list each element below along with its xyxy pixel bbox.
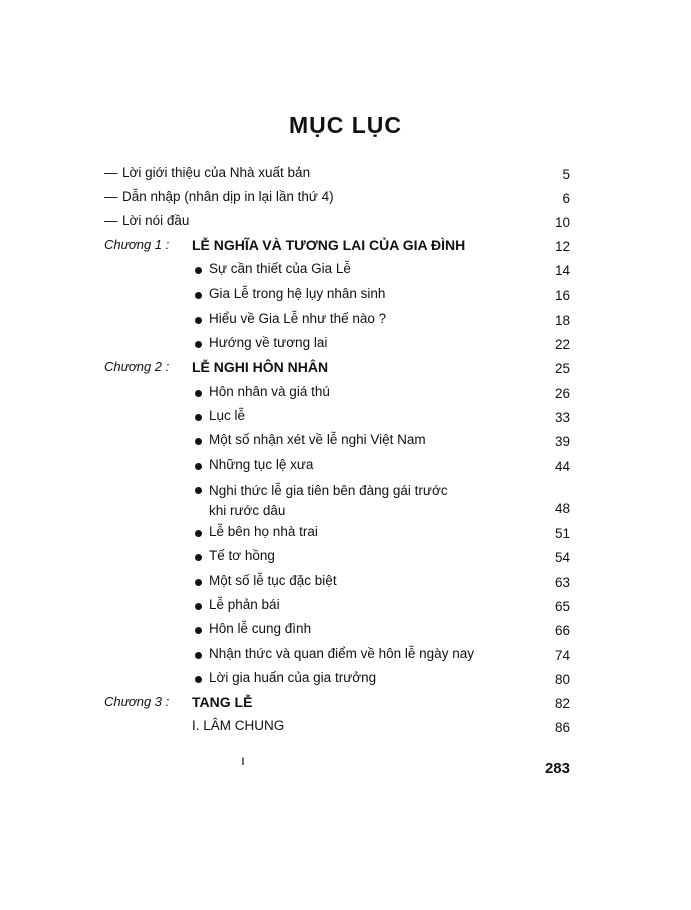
bullet-icon [195, 676, 202, 683]
page-number: 44 [554, 459, 570, 474]
bullet-icon [195, 579, 202, 586]
chapter-heading [0, 235, 691, 259]
toc-item [0, 430, 691, 454]
item-title: Sự cần thiết của Gia Lễ [209, 261, 351, 276]
section-title: I. LÂM CHUNG [192, 718, 285, 733]
bullet-icon [195, 317, 202, 324]
item-title: Nhận thức và quan điểm về hôn lễ ngày nay [209, 646, 474, 661]
toc-item [0, 595, 691, 619]
item-title: Gia Lễ trong hệ lụy nhân sinh [209, 286, 386, 301]
page-number: 63 [554, 575, 570, 590]
toc-entry [0, 187, 691, 211]
toc-item [0, 479, 691, 521]
entry-title: Lời giới thiệu của Nhà xuất bản [122, 165, 311, 180]
toc-item [0, 333, 691, 357]
page-number: 25 [554, 361, 570, 376]
item-title: Một số lễ tục đặc biệt [209, 573, 337, 588]
item-title: Những tục lệ xưa [209, 457, 314, 472]
bullet-icon [195, 530, 202, 537]
item-title: Hiểu về Gia Lễ như thế nào ? [209, 311, 387, 326]
chapter-label: Chương 2 : [104, 359, 170, 374]
folio-page-number: 283 [544, 760, 570, 777]
item-title-line-1: Nghi thức lễ gia tiên bên đàng gái trước [209, 483, 448, 498]
page-number: 82 [554, 696, 570, 711]
bullet-icon [195, 554, 202, 561]
bullet-icon [195, 341, 202, 348]
item-title: Hướng về tương lai [209, 335, 328, 350]
toc-item [0, 668, 691, 692]
item-title: Tế tơ hồng [209, 548, 275, 563]
bullet-icon [195, 267, 202, 274]
page-number: 22 [554, 337, 570, 352]
page-number: 74 [554, 648, 570, 663]
toc-item [0, 309, 691, 333]
item-title: Một số nhận xét về lễ nghi Việt Nam [209, 432, 426, 447]
page-number: 66 [554, 623, 570, 638]
item-title: Lục lễ [209, 408, 246, 423]
page-number: 48 [554, 501, 570, 516]
bullet-icon [195, 292, 202, 299]
page-number: 80 [554, 672, 570, 687]
page-title: MỤC LỤC [288, 112, 403, 138]
item-title: Hôn lễ cung đình [209, 621, 312, 636]
dash: — [104, 213, 118, 228]
entry-title: Dẫn nhập (nhân dịp in lại lần thứ 4) [122, 189, 334, 204]
dash: — [104, 189, 118, 204]
chapter-title: TANG LỄ [192, 694, 253, 710]
bullet-icon [195, 487, 202, 494]
chapter-label: Chương 1 : [104, 237, 170, 252]
page-number: 6 [562, 191, 570, 206]
page-number: 18 [554, 313, 570, 328]
page-number: 65 [554, 599, 570, 614]
chapter-title: LỄ NGHI HÔN NHÂN [192, 359, 329, 375]
bullet-icon [195, 390, 202, 397]
bullet-icon [195, 652, 202, 659]
toc-item [0, 546, 691, 570]
chapter-label: Chương 3 : [104, 694, 170, 709]
page-number: 26 [554, 386, 570, 401]
page-number: 10 [554, 215, 570, 230]
page-number: 16 [554, 288, 570, 303]
dash: — [104, 165, 118, 180]
chapter-title: LỄ NGHĨA VÀ TƯƠNG LAI CỦA GIA ĐÌNH [192, 237, 466, 253]
item-title: Lễ bên họ nhà trai [209, 524, 318, 539]
item-title [209, 481, 448, 521]
toc-item [0, 284, 691, 308]
item-title: Lời gia huấn của gia trưởng [209, 670, 377, 685]
bullet-icon [195, 438, 202, 445]
toc-item [0, 619, 691, 643]
page-number: 5 [562, 167, 570, 182]
toc-item [0, 382, 691, 406]
bullet-icon [195, 463, 202, 470]
toc-item [0, 644, 691, 668]
page-number: 14 [554, 263, 570, 278]
page-number: 12 [554, 239, 570, 254]
page-number: 51 [554, 526, 570, 541]
chapter-heading [0, 357, 691, 381]
toc-item [0, 406, 691, 430]
chapter-heading [0, 692, 691, 716]
item-title-line-2: khi rước dâu [209, 503, 286, 518]
toc-entry [0, 211, 691, 235]
toc-entry [0, 163, 691, 187]
stray-mark: ı [241, 752, 245, 768]
toc-item [0, 716, 691, 740]
toc-item [0, 522, 691, 546]
toc-item [0, 455, 691, 479]
page-number: 86 [554, 720, 570, 735]
bullet-icon [195, 627, 202, 634]
page-number: 54 [554, 550, 570, 565]
toc-item [0, 571, 691, 595]
item-title: Hôn nhân và giá thú [209, 384, 330, 399]
entry-title: Lời nói đầu [122, 213, 190, 228]
page-number: 33 [554, 410, 570, 425]
item-title: Lễ phản bái [209, 597, 280, 612]
toc-item [0, 259, 691, 283]
page-number: 39 [554, 434, 570, 449]
bullet-icon [195, 603, 202, 610]
bullet-icon [195, 414, 202, 421]
